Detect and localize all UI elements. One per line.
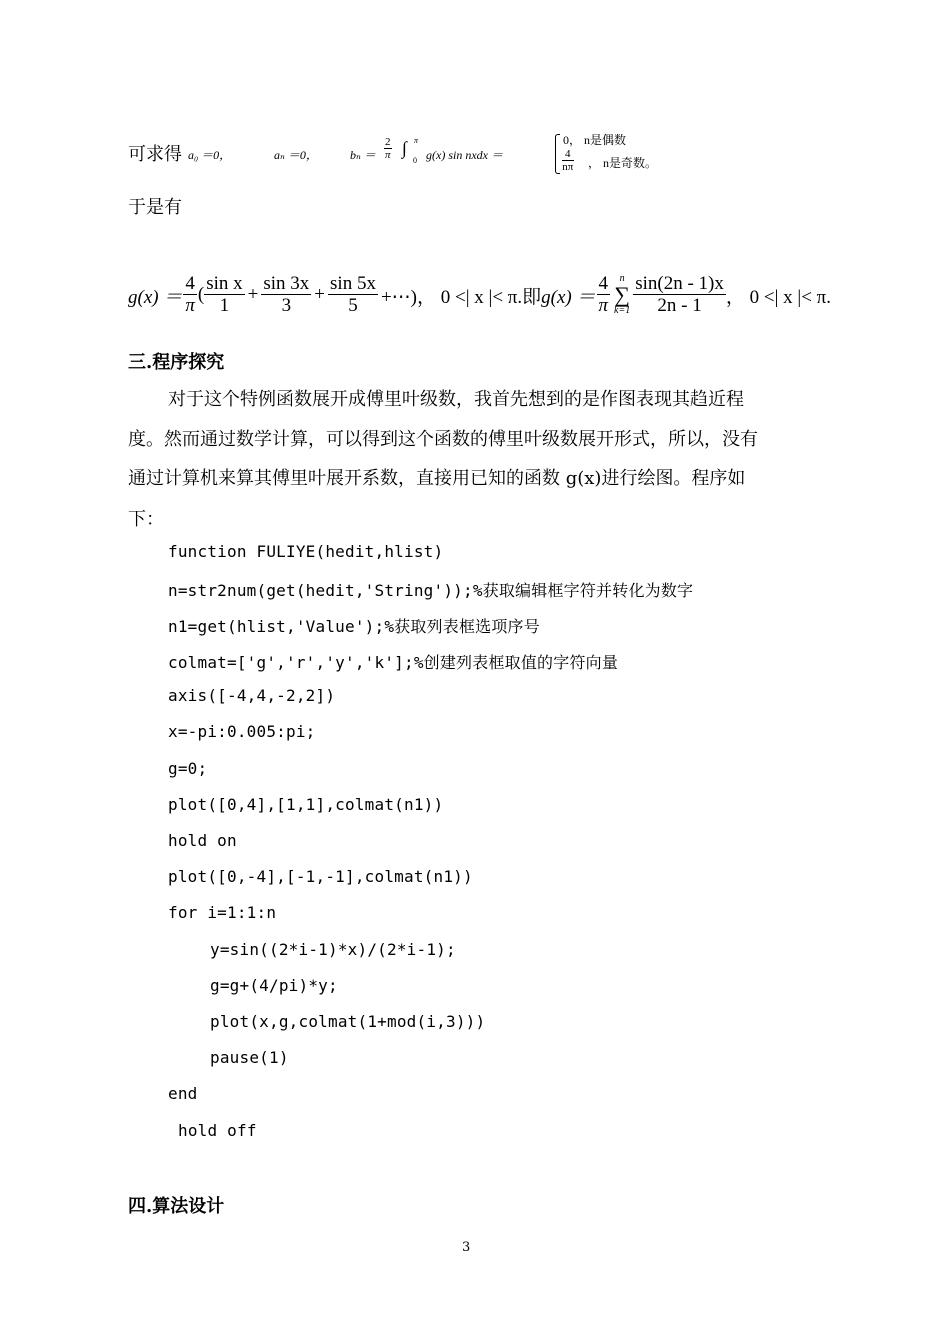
series-pi2: π [598, 294, 609, 316]
term3-num: sin 5x [330, 272, 376, 294]
code-line: colmat=['g','r','y','k'];%创建列表框取值的字符向量 [168, 653, 619, 672]
series-coef [183, 274, 197, 317]
code-line: hold on [168, 831, 237, 850]
term1-den: 1 [219, 294, 230, 316]
coef-upper: π [414, 136, 419, 145]
coef-an: aₙ ＝0， [274, 148, 318, 162]
code-line: plot([0,-4],[-1,-1],colmat(n1)) [168, 867, 473, 886]
coef-two: 2 [385, 136, 391, 148]
coef-integrand: g(x) sin nxdx ＝ [426, 148, 503, 162]
cases-brace [555, 134, 560, 174]
case-odd-num: 4 [562, 148, 574, 161]
yushi-text: 于是有 [128, 197, 182, 218]
code-line: y=sin((2*i-1)*x)/(2*i-1); [210, 940, 456, 959]
code-line: plot(x,g,colmat(1+mod(i,3))) [210, 1012, 486, 1031]
term1-num: sin x [206, 272, 243, 294]
sum-sigma: ∑ [614, 282, 630, 307]
code-line: hold off [178, 1121, 257, 1140]
term2-num: sin 3x [263, 272, 310, 294]
code-line: end [168, 1084, 198, 1103]
page-number: 3 [462, 1240, 471, 1255]
coef-lower: 0 [413, 156, 417, 165]
coef-prefix: 可求得 [128, 144, 182, 165]
sum-symbol [614, 274, 630, 316]
code-line: g=0; [168, 759, 208, 778]
series-formula [128, 270, 831, 320]
case-odd: ， n是奇数。 [588, 156, 658, 170]
term2-den: 3 [281, 294, 292, 316]
series-term1 [204, 274, 244, 317]
term4-num: sin(2n - 1)x [635, 272, 724, 294]
coef-integral: ∫ [402, 138, 407, 158]
series-lhs2: g(x) ＝ [541, 286, 596, 308]
series-pi: π [185, 294, 195, 316]
code-line: x=-pi:0.005:pi; [168, 722, 316, 741]
code-line: n1=get(hlist,'Value');%获取列表框选项序号 [168, 617, 540, 636]
series-term3 [328, 274, 378, 317]
code-line: n=str2num(get(hedit,'String'));%获取编辑框字符并转化为数字 [168, 581, 694, 600]
paragraph-line: 度。然而通过数学计算，可以得到这个函数的傅里叶级数展开形式，所以，没有 [128, 429, 758, 450]
paragraph-line: 下： [128, 509, 164, 530]
sum-top: n [619, 273, 625, 284]
series-coef2 [597, 274, 611, 317]
plus-2: + [314, 284, 326, 305]
case-odd-den: nπ [562, 161, 574, 173]
code-line: function FULIYE(hedit,hlist) [168, 542, 444, 561]
coef-bn-lhs: bₙ ＝ [350, 148, 376, 162]
series-ji: 即 [522, 285, 542, 308]
coef-two-over-pi [384, 136, 392, 161]
plus-1: + [247, 284, 259, 305]
series-tail: +⋯)， 0 <| x |< π. [380, 286, 523, 308]
series-lhs: g(x) ＝ [128, 286, 183, 308]
case-even: 0， n是偶数 [563, 133, 627, 147]
section4-heading: 四.算法设计 [128, 1196, 225, 1217]
term4-den: 2n - 1 [657, 294, 702, 316]
paragraph-line: 通过计算机来算其傅里叶展开系数，直接用已知的函数 g(x)进行绘图。程序如 [128, 468, 746, 489]
code-line: for i=1:1:n [168, 903, 277, 922]
series-term4 [633, 274, 726, 317]
case-odd-frac [562, 148, 574, 173]
series-four: 4 [185, 272, 195, 294]
series-four2: 4 [598, 272, 609, 294]
series-term2 [261, 274, 311, 317]
coef-a0: a₀ ＝0， [188, 148, 232, 162]
sum-bottom: k=1 [614, 305, 631, 316]
paragraph-line: 对于这个特例函数展开成傅里叶级数，我首先想到的是作图表现其趋近程 [168, 389, 744, 410]
code-line: g=g+(4/pi)*y; [210, 976, 338, 995]
coef-pi: π [384, 149, 391, 161]
code-line: axis([-4,4,-2,2]) [168, 686, 336, 705]
series-tail2: ， 0 <| x |< π. [725, 286, 832, 308]
term3-den: 5 [348, 294, 358, 316]
code-line: pause(1) [210, 1048, 289, 1067]
section3-heading: 三.程序探究 [128, 352, 225, 373]
series-open: ( [197, 284, 205, 305]
code-line: plot([0,4],[1,1],colmat(n1)) [168, 795, 444, 814]
